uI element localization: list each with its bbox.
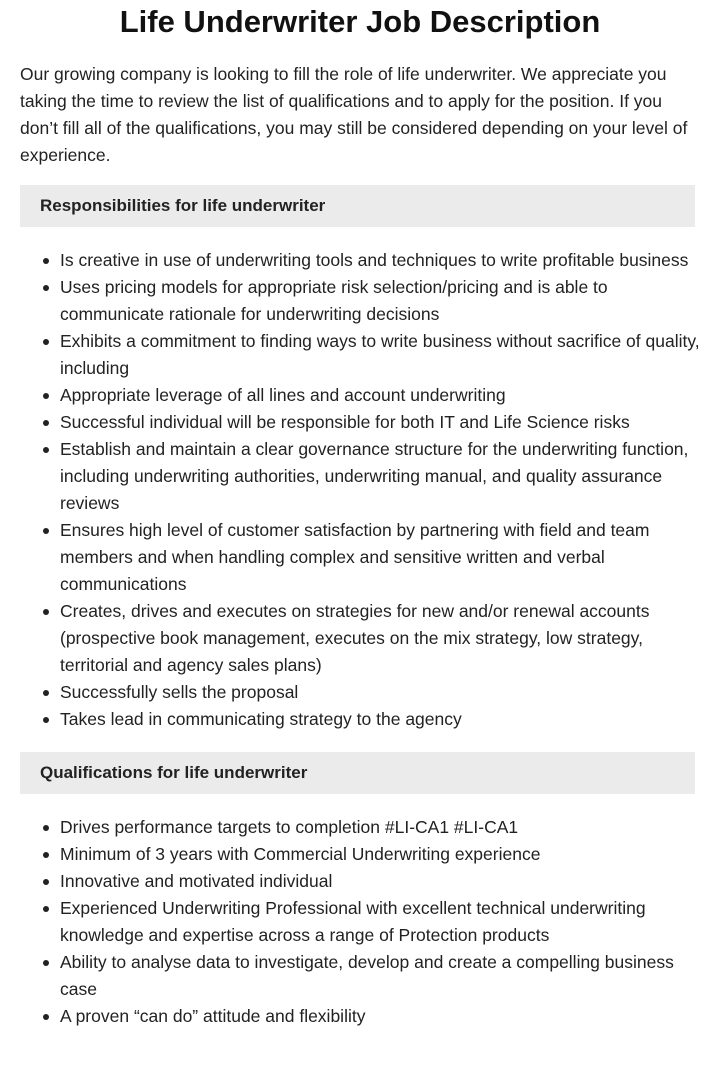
list-item: [60, 814, 700, 841]
bullet-icon: [43, 339, 49, 345]
qualifications-list: [0, 814, 720, 1030]
list-item-text: Successful individual will be responsible for both IT and Life Science risks: [60, 412, 630, 432]
bullet-icon: [43, 285, 49, 291]
bullet-icon: [43, 852, 49, 858]
qualifications-heading: Qualifications for life underwriter: [20, 752, 695, 794]
list-item: [60, 949, 700, 1003]
list-item: [60, 868, 700, 895]
list-item: [60, 517, 700, 598]
list-item-text: Is creative in use of underwriting tools and techniques to write profitable business: [60, 250, 689, 270]
list-item-text: Ability to analyse data to investigate, develop and create a compelling business case: [60, 952, 674, 999]
bullet-icon: [43, 258, 49, 264]
bullet-icon: [43, 447, 49, 453]
bullet-icon: [43, 393, 49, 399]
bullet-icon: [43, 825, 49, 831]
bullet-icon: [43, 690, 49, 696]
list-item-text: Takes lead in communicating strategy to the agency: [60, 709, 462, 729]
bullet-icon: [43, 717, 49, 723]
list-item-text: Uses pricing models for appropriate risk selection/pricing and is able to communicate rationale for underwriting decisions: [60, 277, 608, 324]
list-item-text: Appropriate leverage of all lines and account underwriting: [60, 385, 506, 405]
list-item: [60, 328, 700, 382]
list-item-text: Experienced Underwriting Professional with excellent technical underwriting knowledge and expertise across a range of Protection products: [60, 898, 646, 945]
bullet-icon: [43, 1014, 49, 1020]
responsibilities-heading: Responsibilities for life underwriter: [20, 185, 695, 227]
list-item-text: Ensures high level of customer satisfaction by partnering with field and team members and when handling complex and sensitive written and verbal communications: [60, 520, 650, 594]
list-item: [60, 382, 700, 409]
list-item-text: Drives performance targets to completion #LI-CA1 #LI-CA1: [60, 817, 519, 837]
bullet-icon: [43, 528, 49, 534]
list-item: [60, 895, 700, 949]
bullet-icon: [43, 879, 49, 885]
responsibilities-list: [0, 247, 720, 733]
intro-paragraph: Our growing company is looking to fill the role of life underwriter. We appreciate you taking the time to review the list of qualifications and to apply for the position. If you don’t fill all of the qualifications, you may still be considered depending on your level of experience.: [20, 64, 688, 165]
list-item: [60, 436, 700, 517]
list-item: [60, 679, 700, 706]
page-title: Life Underwriter Job Description: [119, 4, 601, 39]
list-item: [60, 706, 700, 733]
list-item-text: Minimum of 3 years with Commercial Underwriting experience: [60, 844, 541, 864]
list-item: [60, 841, 700, 868]
bullet-icon: [43, 960, 49, 966]
list-item: [60, 409, 700, 436]
bullet-icon: [43, 420, 49, 426]
list-item: [60, 1003, 700, 1030]
list-item-text: Innovative and motivated individual: [60, 871, 333, 891]
list-item-text: Creates, drives and executes on strategies for new and/or renewal accounts (prospective book management, executes on the mix strategy, low strategy, territorial and agency sales plans): [60, 601, 650, 675]
list-item-text: Successfully sells the proposal: [60, 682, 299, 702]
list-item-text: A proven “can do” attitude and flexibility: [60, 1006, 366, 1026]
bullet-icon: [43, 609, 49, 615]
list-item: [60, 598, 700, 679]
list-item-text: Exhibits a commitment to finding ways to write business without sacrifice of quality, including: [60, 331, 700, 378]
list-item: [60, 274, 700, 328]
bullet-icon: [43, 906, 49, 912]
list-item-text: Establish and maintain a clear governance structure for the underwriting function, including underwriting authorities, underwriting manual, and quality assurance reviews: [60, 439, 689, 513]
list-item: [60, 247, 700, 274]
